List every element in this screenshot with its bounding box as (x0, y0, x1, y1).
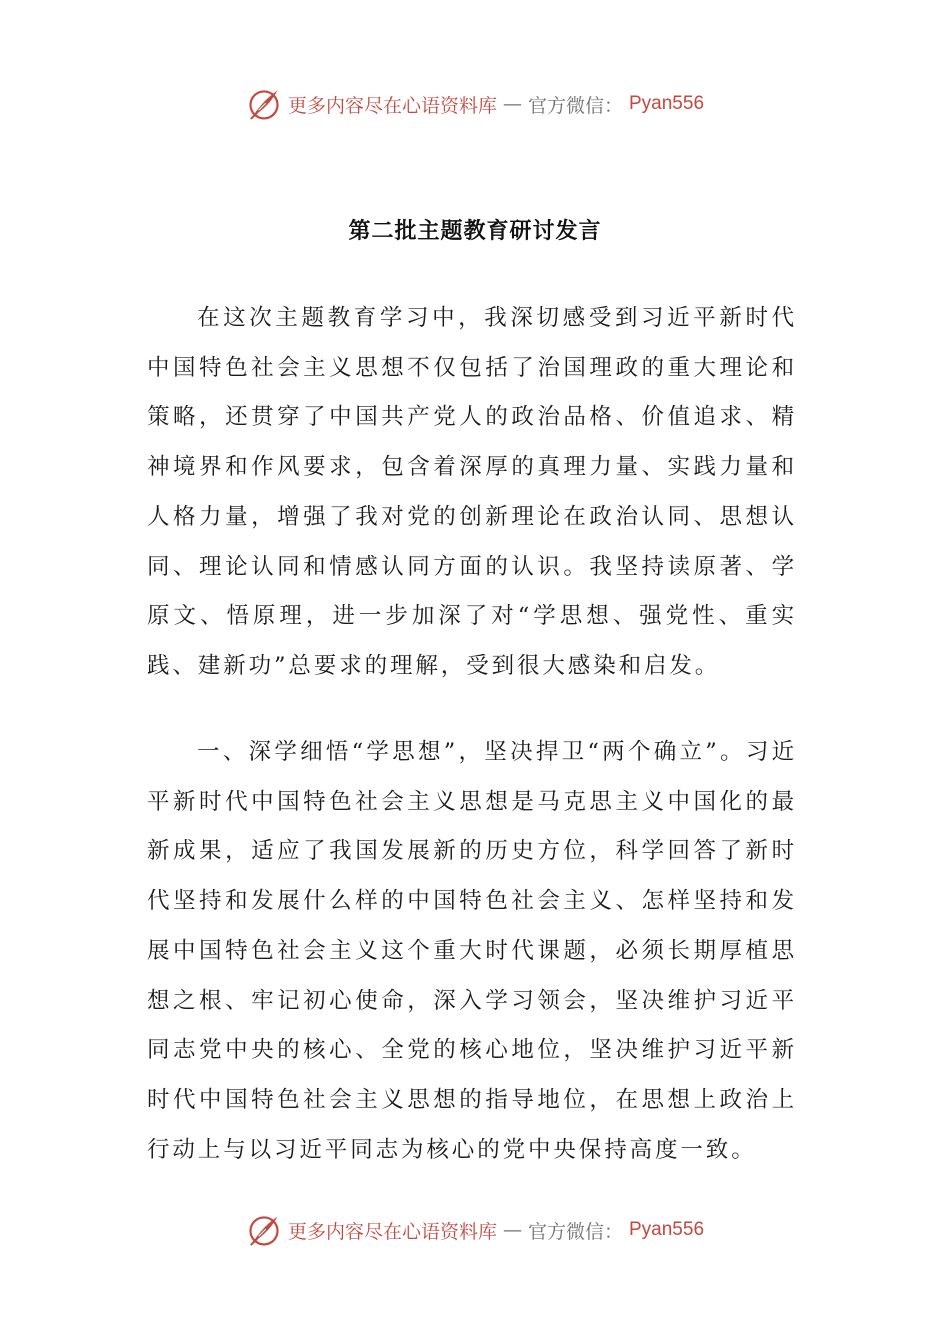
document-title: 第二批主题教育研讨发言 (348, 219, 602, 244)
header-promo-text: 更多内容尽在心语资料库 (287, 94, 497, 117)
body-paragraph-2: 一、深学细悟“学思想”，坚决捍卫“两个确立”。习近平新时代中国特色社会主义思想是马克思主义中国化的最新成果，适应了我国发展新的历史方位，科学回答了新时代坚持和发展什么样的中国特色社会主义、怎样坚持和发展中国特色社会主义这个重大时代课题，必须长期厚植思想之根、牢记初心使命，深入学习领会，坚决维护习近平同志党中央的核心、全党的核心地位，坚决维护习近平新时代中国特色社会主义思想的指导地位，在思想上政治上行动上与以习近平同志为核心的党中央保持高度一致。 (147, 739, 797, 1163)
quill-logo-icon (246, 1212, 282, 1248)
header-wechat-id: Pyan556 (629, 93, 705, 114)
footer-watermark-banner (0, 1208, 950, 1252)
header-separator: — (502, 93, 522, 115)
header-watermark-banner (0, 82, 950, 126)
footer-promo-text: 更多内容尽在心语资料库 (287, 1220, 497, 1243)
footer-wechat-id: Pyan556 (629, 1219, 705, 1240)
footer-separator: — (502, 1219, 522, 1241)
header-wechat-label: 官方微信： (527, 94, 623, 117)
quill-logo-icon (246, 86, 282, 122)
body-paragraph-1: 在这次主题教育学习中，我深切感受到习近平新时代中国特色社会主义思想不仅包括了治国理政的重大理论和策略，还贯穿了中国共产党人的政治品格、价值追求、精神境界和作风要求，包含着深厚的真理力量、实践力量和人格力量，增强了我对党的创新理论在政治认同、思想认同、理论认同和情感认同方面的认识。我坚持读原著、学原文、悟原理，进一步加深了对“学思想、强党性、重实践、建新功”总要求的理解，受到很大感染和启发。 (147, 305, 797, 679)
footer-wechat-label: 官方微信： (527, 1220, 623, 1243)
